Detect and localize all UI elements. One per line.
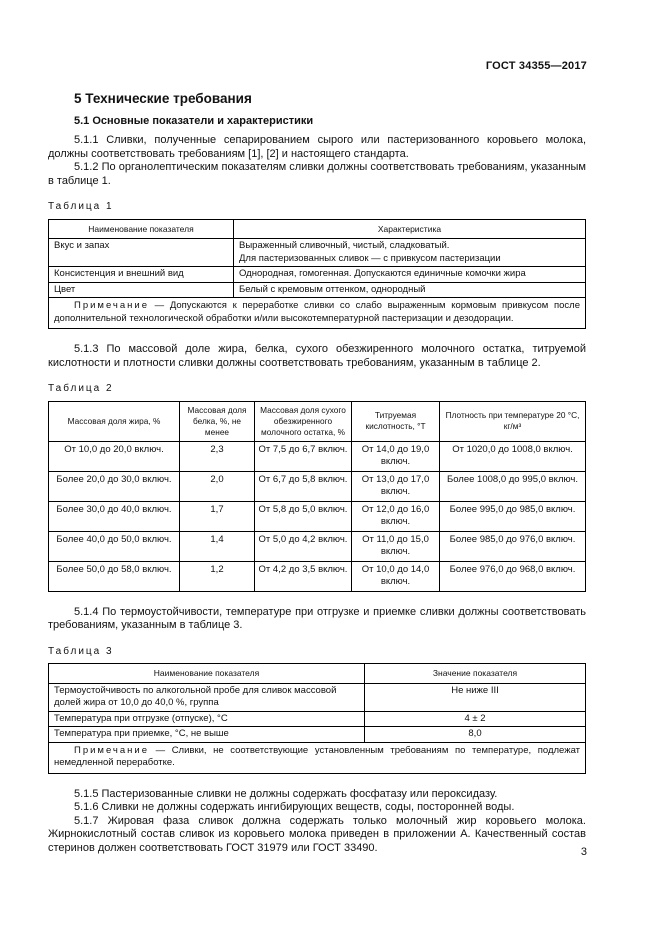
table-row bbox=[49, 441, 586, 471]
table-header-row bbox=[49, 664, 586, 684]
paragraph-5-1-2: 5.1.2 По органолептическим показателям сливки должны соответствовать требованиям, указанным в таблице 1. bbox=[48, 161, 586, 187]
table-cell: От 13,0 до 17,0 включ. bbox=[352, 471, 440, 501]
table-cell: Вкус и запах bbox=[49, 239, 234, 267]
table-cell: От 10,0 до 20,0 включ. bbox=[49, 441, 180, 471]
table-cell: Белый с кремовым оттенком, однородный bbox=[234, 282, 586, 298]
table-header-cell: Наименование показателя bbox=[49, 664, 365, 684]
table-cell: Не ниже III bbox=[365, 683, 586, 711]
table-header-cell: Титруемая кислотность, °Т bbox=[352, 401, 440, 441]
table-header-cell: Значение показателя bbox=[365, 664, 586, 684]
table-cell: 8,0 bbox=[365, 727, 586, 743]
table-cell: Более 1008,0 до 995,0 включ. bbox=[440, 471, 586, 501]
table-note bbox=[49, 298, 586, 329]
table-cell: 4 ± 2 bbox=[365, 711, 586, 727]
table3-caption: Таблица 3 bbox=[48, 645, 114, 657]
table-cell: От 1020,0 до 1008,0 включ. bbox=[440, 441, 586, 471]
table3 bbox=[48, 663, 586, 774]
table-header-row bbox=[49, 219, 586, 239]
table-cell: От 12,0 до 16,0 включ. bbox=[352, 501, 440, 531]
table-row bbox=[49, 727, 586, 743]
table-cell: Более 20,0 до 30,0 включ. bbox=[49, 471, 180, 501]
paragraph-5-1-1: 5.1.1 Сливки, полученные сепарированием сырого или пастеризованного коровьего молока, должны соответствовать требованиям [1], [2] и настоящего стандарта. bbox=[48, 134, 586, 160]
table-row bbox=[49, 282, 586, 298]
table-header-cell: Плотность при температуре 20 °С, кг/м³ bbox=[440, 401, 586, 441]
subsection-title: 5.1 Основные показатели и характеристики bbox=[74, 115, 314, 127]
table-cell: Однородная, гомогенная. Допускаются единичные комочки жира bbox=[234, 267, 586, 283]
table-cell: 2,0 bbox=[180, 471, 255, 501]
table-cell: Более 40,0 до 50,0 включ. bbox=[49, 531, 180, 561]
table-row bbox=[49, 561, 586, 591]
paragraph-5-1-4: 5.1.4 По термоустойчивости, температуре при отгрузке и приемке сливки должны соответствовать требованиям, указанным в таблице 3. bbox=[48, 605, 586, 631]
table-row bbox=[49, 683, 586, 711]
table1 bbox=[48, 219, 586, 330]
page-number: 3 bbox=[580, 846, 587, 858]
section-title: 5 Технические требования bbox=[74, 91, 252, 106]
table-row bbox=[49, 501, 586, 531]
table-row bbox=[49, 531, 586, 561]
table-row bbox=[49, 711, 586, 727]
table2-body bbox=[49, 441, 586, 591]
table-cell: Консистенция и внешний вид bbox=[49, 267, 234, 283]
table-cell: 1,2 bbox=[180, 561, 255, 591]
document-header: ГОСТ 34355—2017 bbox=[485, 60, 587, 72]
table-note-row bbox=[49, 742, 586, 773]
table-cell: От 11,0 до 15,0 включ. bbox=[352, 531, 440, 561]
table-cell: Цвет bbox=[49, 282, 234, 298]
table-header-cell: Массовая доля жира, % bbox=[49, 401, 180, 441]
cell-line: Для пастеризованных сливок — с привкусом пастеризации bbox=[239, 252, 501, 264]
table-cell: От 5,0 до 4,2 включ. bbox=[255, 531, 352, 561]
table-cell: Термоустойчивость по алкогольной пробе для сливок массовой долей жира от 10,0 до 40,0 %, группа bbox=[49, 683, 365, 711]
note-label: Примечание bbox=[74, 300, 149, 311]
table2-caption: Таблица 2 bbox=[48, 383, 114, 394]
note-label: Примечание bbox=[74, 744, 149, 756]
table-row bbox=[49, 267, 586, 283]
table-cell: От 14,0 до 19,0 включ. bbox=[352, 441, 440, 471]
paragraph-5-1-6: 5.1.6 Сливки не должны содержать ингибирующих веществ, соды, посторонней воды. bbox=[74, 801, 515, 813]
note-text: — Допускаются к переработке сливки со слабо выраженным кормовым привкусом после дополнительной технологической обработки и/или высокотемпературной пастеризации и дезодорации. bbox=[54, 300, 580, 324]
table-cell: Более 50,0 до 58,0 включ. bbox=[49, 561, 180, 591]
table-cell: От 10,0 до 14,0 включ. bbox=[352, 561, 440, 591]
table-cell: Более 976,0 до 968,0 включ. bbox=[440, 561, 586, 591]
table-note bbox=[49, 742, 586, 773]
table-note-row bbox=[49, 298, 586, 329]
paragraph-5-1-7: 5.1.7 Жировая фаза сливок должна содержать только молочный жир коровьего молока. Жирнокислотный состав сливок из коровьего молока приведен в приложении А. Качественный состав стеринов должен соответствовать ГОСТ 31979 или ГОСТ 33490. bbox=[48, 814, 586, 854]
table-row bbox=[49, 239, 586, 267]
table-cell: 2,3 bbox=[180, 441, 255, 471]
paragraph-5-1-3: 5.1.3 По массовой доле жира, белка, сухого обезжиренного молочного остатка, титруемой кислотности и плотности сливки должны соответствовать требованиям, указанным в таблице 2. bbox=[48, 343, 586, 369]
table-cell: Более 985,0 до 976,0 включ. bbox=[440, 531, 586, 561]
table2 bbox=[48, 401, 586, 592]
table-cell: 1,7 bbox=[180, 501, 255, 531]
table-cell: Температура при приемке, °С, не выше bbox=[49, 727, 365, 743]
table-cell: От 7,5 до 6,7 включ. bbox=[255, 441, 352, 471]
table-row bbox=[49, 471, 586, 501]
table-cell: 1,4 bbox=[180, 531, 255, 561]
table-cell: От 5,8 до 5,0 включ. bbox=[255, 501, 352, 531]
table-cell: Более 30,0 до 40,0 включ. bbox=[49, 501, 180, 531]
note-text: — Сливки, не соответствующие установленным требованиям по температуре, подлежат немедленной переработке. bbox=[54, 744, 580, 768]
cell-line: Выраженный сливочный, чистый, сладковатый. bbox=[239, 240, 450, 251]
table-cell: Температура при отгрузке (отпуске), °С bbox=[49, 711, 365, 727]
table-header-cell: Массовая доля сухого обезжиренного молочного остатка, % bbox=[255, 401, 352, 441]
table-header-cell: Наименование показателя bbox=[49, 219, 234, 239]
table-header-cell: Характеристика bbox=[234, 219, 586, 239]
table-cell bbox=[234, 239, 586, 267]
table-cell: От 4,2 до 3,5 включ. bbox=[255, 561, 352, 591]
page-content bbox=[48, 90, 586, 855]
table1-caption: Таблица 1 bbox=[48, 201, 114, 212]
table-cell: От 6,7 до 5,8 включ. bbox=[255, 471, 352, 501]
paragraph-5-1-5: 5.1.5 Пастеризованные сливки не должны содержать фосфатазу или пероксидазу. bbox=[74, 787, 498, 800]
table-header-cell: Массовая доля белка, %, не менее bbox=[180, 401, 255, 441]
table-cell: Более 995,0 до 985,0 включ. bbox=[440, 501, 586, 531]
table-header-row bbox=[49, 401, 586, 441]
